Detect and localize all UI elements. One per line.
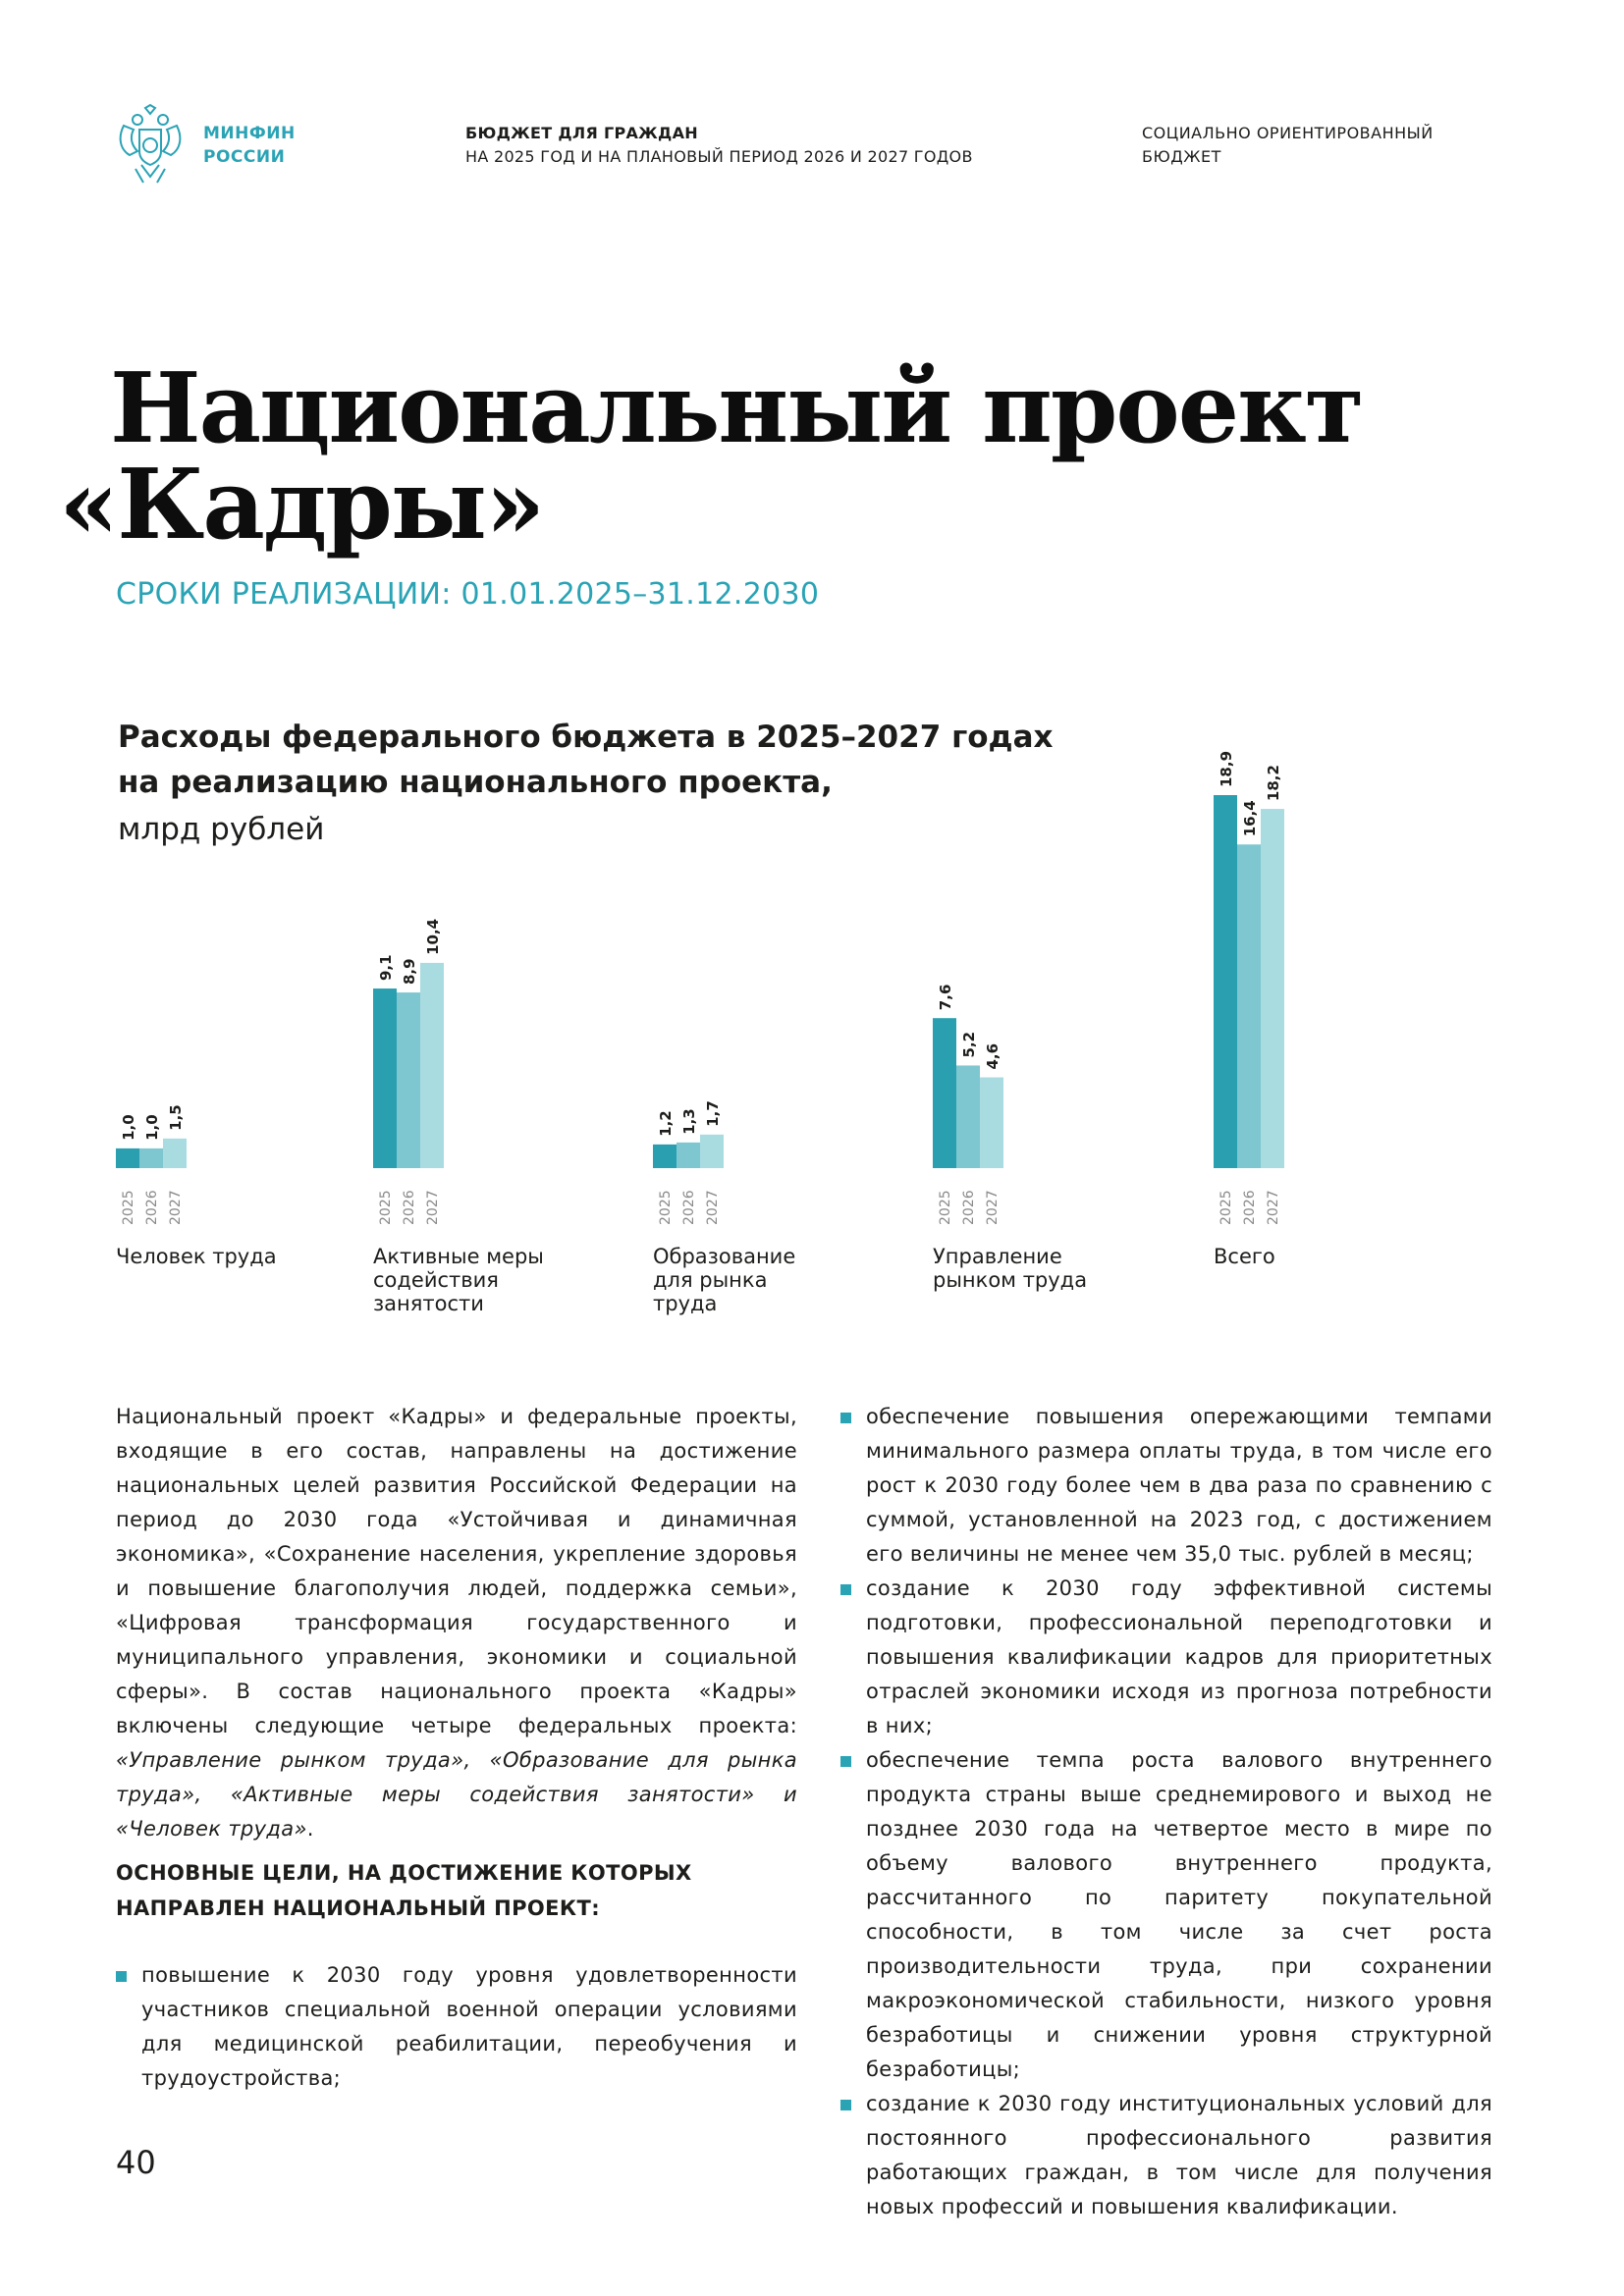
bar-2025	[116, 1148, 139, 1168]
category-label: Активные меры	[373, 1245, 544, 1268]
bar-value-label: 1,7	[704, 1100, 722, 1127]
category-label: труда	[653, 1292, 718, 1315]
intro-projects-italic: «Управление рынком труда», «Образование для рынка труда», «Активные меры содействия занятости» и «Человек труда»	[116, 1748, 797, 1841]
bar-value-label: 1,3	[680, 1108, 698, 1135]
bar-2026	[677, 1143, 700, 1168]
goals-heading: ОСНОВНЫЕ ЦЕЛИ, НА ДОСТИЖЕНИЕ КОТОРЫХ НАПРАВЛЕН НАЦИОНАЛЬНЫЙ ПРОЕКТ:	[116, 1861, 692, 1920]
bar-value-label: 18,2	[1265, 765, 1282, 802]
goal-item: создание к 2030 году институциональных условий для постоянного профессионального развития работающих граждан, в том числе для получения новых профессий и повышения квалификации.	[840, 2087, 1492, 2224]
category-label: Управление	[933, 1245, 1062, 1268]
intro-paragraph	[116, 1400, 797, 1846]
bar-value-label: 8,9	[401, 958, 418, 986]
org-line-2: РОССИИ	[203, 147, 286, 167]
bar-value-label: 1,0	[143, 1114, 161, 1141]
implementation-period: СРОКИ РЕАЛИЗАЦИИ: 01.01.2025–31.12.2030	[116, 577, 820, 612]
doc-subtitle: НА 2025 ГОД И НА ПЛАНОВЫЙ ПЕРИОД 2026 И 2027 ГОДОВ	[465, 147, 973, 166]
year-tick-label: 2026	[681, 1190, 697, 1225]
year-tick-label: 2025	[121, 1190, 136, 1225]
bar-value-label: 4,6	[984, 1042, 1001, 1070]
category-label: Всего	[1214, 1245, 1275, 1268]
chart-title-line-1: Расходы федерального бюджета в 2025–2027 годах	[118, 720, 1054, 755]
year-tick-label: 2025	[658, 1190, 674, 1225]
year-tick-label: 2027	[705, 1190, 721, 1225]
page-title-line-2: «Кадры»	[59, 449, 544, 561]
bar-value-label: 1,5	[167, 1104, 185, 1131]
year-tick-label: 2025	[378, 1190, 394, 1225]
page-number: 40	[116, 2144, 156, 2181]
year-tick-label: 2027	[425, 1190, 441, 1225]
bar-value-label: 5,2	[960, 1031, 978, 1058]
bar-2025	[653, 1145, 677, 1168]
chart-title-line-2: на реализацию национального проекта,	[118, 765, 833, 800]
year-tick-label: 2026	[961, 1190, 977, 1225]
goals-list-right	[840, 1400, 1492, 2224]
bar-value-label: 1,0	[120, 1114, 137, 1141]
bar-value-label: 1,2	[657, 1110, 675, 1137]
year-tick-label: 2027	[1266, 1190, 1281, 1225]
bar-2027	[1261, 809, 1284, 1168]
category-label: содействия	[373, 1268, 499, 1292]
goal-item: повышение к 2030 году уровня удовлетворенности участников специальной военной операции условиями для медицинской реабилитации, переобучения и трудоустройства;	[116, 1958, 797, 2096]
category-label: занятости	[373, 1292, 484, 1315]
bar-2026	[397, 992, 420, 1168]
year-tick-label: 2026	[1242, 1190, 1258, 1225]
bar-2027	[163, 1139, 187, 1168]
section-line-2: БЮДЖЕТ	[1142, 147, 1221, 166]
section-line-1: СОЦИАЛЬНО ОРИЕНТИРОВАННЫЙ	[1142, 124, 1434, 142]
category-label: для рынка	[653, 1268, 768, 1292]
goal-item: создание к 2030 году эффективной системы подготовки, профессиональной переподготовки и повышения квалификации кадров для приоритетных отраслей экономики исходя из прогноза потребности в них;	[840, 1572, 1492, 1743]
page-title-line-1: Национальный проект	[110, 352, 1363, 465]
category-label: рынком труда	[933, 1268, 1088, 1292]
bar-2025	[1214, 795, 1237, 1168]
bar-2025	[373, 988, 397, 1168]
category-label: Образование	[653, 1245, 796, 1268]
bar-value-label: 10,4	[424, 918, 442, 955]
category-label: Человек труда	[116, 1245, 277, 1268]
doc-title: БЮДЖЕТ ДЛЯ ГРАЖДАН	[465, 124, 698, 142]
chart-unit: млрд рублей	[118, 812, 325, 847]
bar-value-label: 7,6	[937, 984, 954, 1011]
bar-2026	[1237, 844, 1261, 1168]
bar-2025	[933, 1018, 956, 1168]
intro-text: Национальный проект «Кадры» и федеральные проекты, входящие в его состав, направлены на достижение национальных целей развития Российской Федерации на период до 2030 года «Устойчивая и динамичная экономика», «Сохранение населения, укрепление здоровья и повышение благополучия людей, поддержка семьи», «Цифровая трансформация государственного и муниципального управления, экономики и социальной сферы». В состав национального проекта «Кадры» включены следующие четыре федеральных проекта:	[116, 1405, 797, 1737]
bar-value-label: 18,9	[1218, 750, 1235, 787]
goals-list-left	[116, 1958, 797, 2096]
bar-2027	[700, 1135, 724, 1168]
goal-item: обеспечение темпа роста валового внутреннего продукта страны выше среднемирового и выход не позднее 2030 года на четвертое место в мире по объему валового внутреннего продукта, рассчитанного по паритету покупательной способности, в том числе за счет роста производительности труда, при сохранении макроэкономической стабильности, низкого уровня безработицы и снижении уровня структурной безработицы;	[840, 1743, 1492, 2087]
year-tick-label: 2025	[938, 1190, 953, 1225]
goal-item: обеспечение повышения опережающими темпами минимального размера оплаты труда, в том числе его рост к 2030 году более чем в два раза по сравнению с суммой, установленной на 2023 год, с достижением его величины не менее чем 35,0 тыс. рублей в месяц;	[840, 1400, 1492, 1572]
bar-value-label: 16,4	[1241, 800, 1259, 837]
bar-2026	[956, 1065, 980, 1168]
org-line-1: МИНФИН	[203, 124, 296, 143]
bar-value-label: 9,1	[377, 954, 395, 982]
bar-2026	[139, 1148, 163, 1168]
year-tick-label: 2025	[1218, 1190, 1234, 1225]
year-tick-label: 2027	[985, 1190, 1001, 1225]
intro-end: .	[306, 1817, 314, 1841]
bar-2027	[980, 1078, 1003, 1168]
year-tick-label: 2026	[402, 1190, 417, 1225]
year-tick-label: 2027	[168, 1190, 184, 1225]
bar-2027	[420, 963, 444, 1168]
year-tick-label: 2026	[144, 1190, 160, 1225]
